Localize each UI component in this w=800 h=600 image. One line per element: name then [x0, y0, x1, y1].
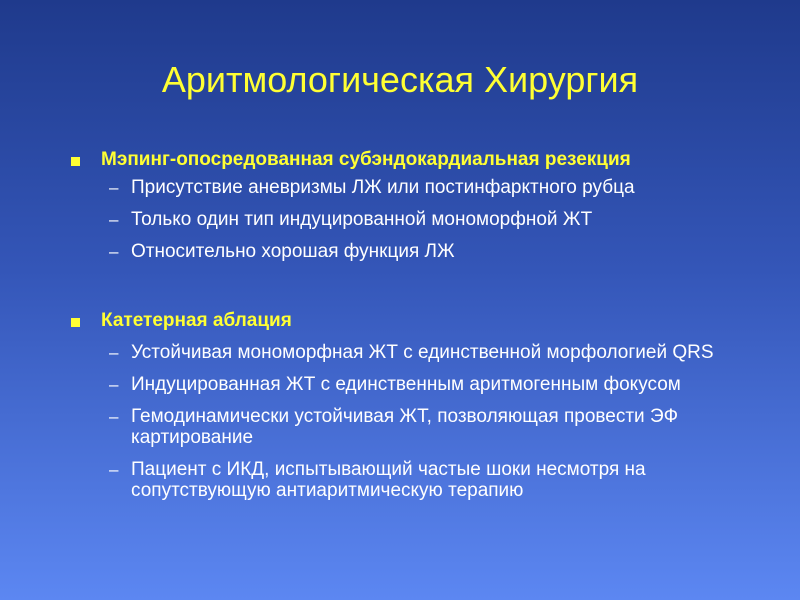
dash-bullet-icon: –	[109, 210, 119, 229]
list-item	[0, 459, 731, 501]
section-heading: Катетерная аблация	[101, 310, 292, 331]
bullet-heading-row	[0, 145, 800, 177]
list-item	[0, 177, 731, 198]
dash-bullet-icon: –	[109, 375, 119, 394]
list-item-text: Устойчивая мономорфная ЖТ с единственной морфологией QRS	[131, 342, 714, 363]
section-heading: Мэпинг-опосредованная субэндокардиальная резекция	[101, 149, 631, 170]
square-bullet-icon	[71, 318, 80, 327]
bullet-heading-row	[0, 306, 800, 338]
list-item	[0, 209, 731, 230]
square-bullet-icon	[71, 157, 80, 166]
list-item-text: Гемодинамически устойчивая ЖТ, позволяющая провести ЭФ картирование	[131, 406, 679, 448]
list-item-text: Индуцированная ЖТ с единственным аритмогенным фокусом	[131, 374, 681, 395]
dash-bullet-icon: –	[109, 343, 119, 362]
dash-bullet-icon: –	[109, 460, 119, 479]
section-mapping-resection	[0, 145, 800, 262]
list-item	[0, 374, 731, 395]
dash-bullet-icon: –	[109, 407, 119, 426]
dash-bullet-icon: –	[109, 242, 119, 261]
list-item-text: Только один тип индуцированной мономорфной ЖТ	[131, 209, 593, 230]
list-item-text: Присутствие аневризмы ЛЖ или постинфарктного рубца	[131, 177, 635, 198]
list-item	[0, 342, 731, 363]
section-catheter-ablation	[0, 306, 800, 501]
list-item-text: Относительно хорошая функция ЛЖ	[131, 241, 455, 262]
list-item	[0, 241, 731, 262]
slide-title: Аритмологическая Хирургия	[161, 59, 639, 100]
dash-bullet-icon: –	[109, 178, 119, 197]
list-item	[0, 406, 731, 448]
list-item-text: Пациент с ИКД, испытывающий частые шоки несмотря на сопутствующую антиаритмическую терапию	[131, 459, 646, 501]
